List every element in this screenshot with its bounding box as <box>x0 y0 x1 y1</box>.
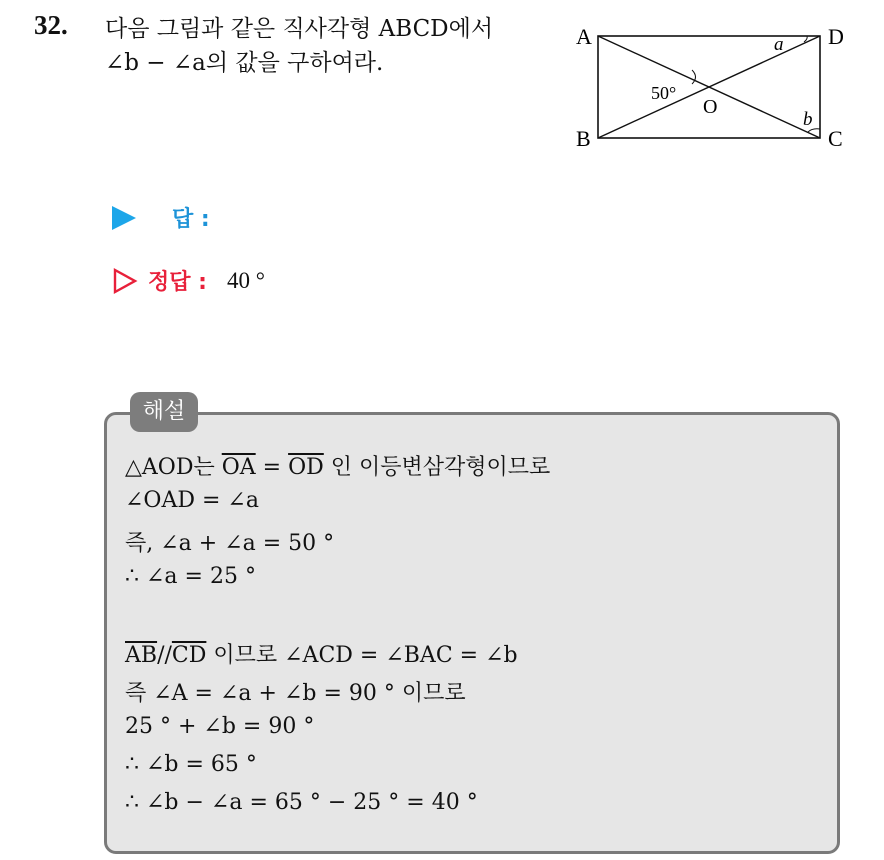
label-angle-a: a <box>774 34 784 55</box>
solution-line-3: 즉, ∠a + ∠a = 50 ° <box>125 531 335 556</box>
question-line-2: ∠b − ∠a의 값을 구하여라. <box>105 50 384 76</box>
label-b-vertex: B <box>576 126 591 151</box>
question-text <box>105 12 493 80</box>
solution-line-1-post: 인 이등변삼각형이므로 <box>323 455 551 480</box>
angle-arc-aob <box>692 70 696 84</box>
question-number: 32. <box>34 10 68 40</box>
solution-line-5 <box>125 638 518 669</box>
segment-cd: $\overline{CD}$ <box>171 643 207 668</box>
solution-line-7: 25 ° + ∠b = 90 ° <box>125 714 315 739</box>
angle-arc-a <box>804 36 807 42</box>
solution-line-1-mid: = <box>255 455 289 480</box>
play-triangle-icon <box>112 206 136 230</box>
segment-ab: $\overline{AB}$ <box>125 643 158 668</box>
parallel-mark: // <box>157 643 172 668</box>
solution-line-6: 즉 ∠A = ∠a + ∠b = 90 ° 이므로 <box>125 681 466 706</box>
answer-label: 답 : <box>172 207 210 232</box>
label-d-vertex: D <box>828 24 844 49</box>
label-a-vertex: A <box>576 24 592 49</box>
label-o-center: O <box>703 96 718 118</box>
solution-line-1-pre: △AOD는 <box>125 455 222 480</box>
label-angle-b: b <box>803 109 813 130</box>
solution-line-4: ∴ ∠a = 25 ° <box>125 564 256 589</box>
segment-od: $\overline{OD}$ <box>288 455 324 480</box>
solution-line-9: ∴ ∠b − ∠a = 65 ° − 25 ° = 40 ° <box>125 790 478 815</box>
solution-line-5-post: 이므로 ∠ACD = ∠BAC = ∠b <box>206 643 518 668</box>
solution-line-8: ∴ ∠b = 65 ° <box>125 752 257 777</box>
solution-line-1 <box>125 450 550 481</box>
correct-answer-row <box>112 265 265 296</box>
correct-answer-value: 40 ° <box>226 267 265 293</box>
question-line-1: 다음 그림과 같은 직사각형 ABCD에서 <box>105 16 494 42</box>
segment-oa: $\overline{OA}$ <box>221 455 256 480</box>
label-angle-50: 50° <box>651 83 677 103</box>
solution-tab: 해설 <box>130 392 198 432</box>
rectangle-figure <box>572 20 862 160</box>
solution-line-2: ∠OAD = ∠a <box>125 488 259 513</box>
correct-answer-label: 정답 : <box>148 270 207 295</box>
outline-triangle-icon <box>112 267 138 295</box>
label-c-vertex: C <box>828 126 843 151</box>
answer-row <box>112 202 210 233</box>
